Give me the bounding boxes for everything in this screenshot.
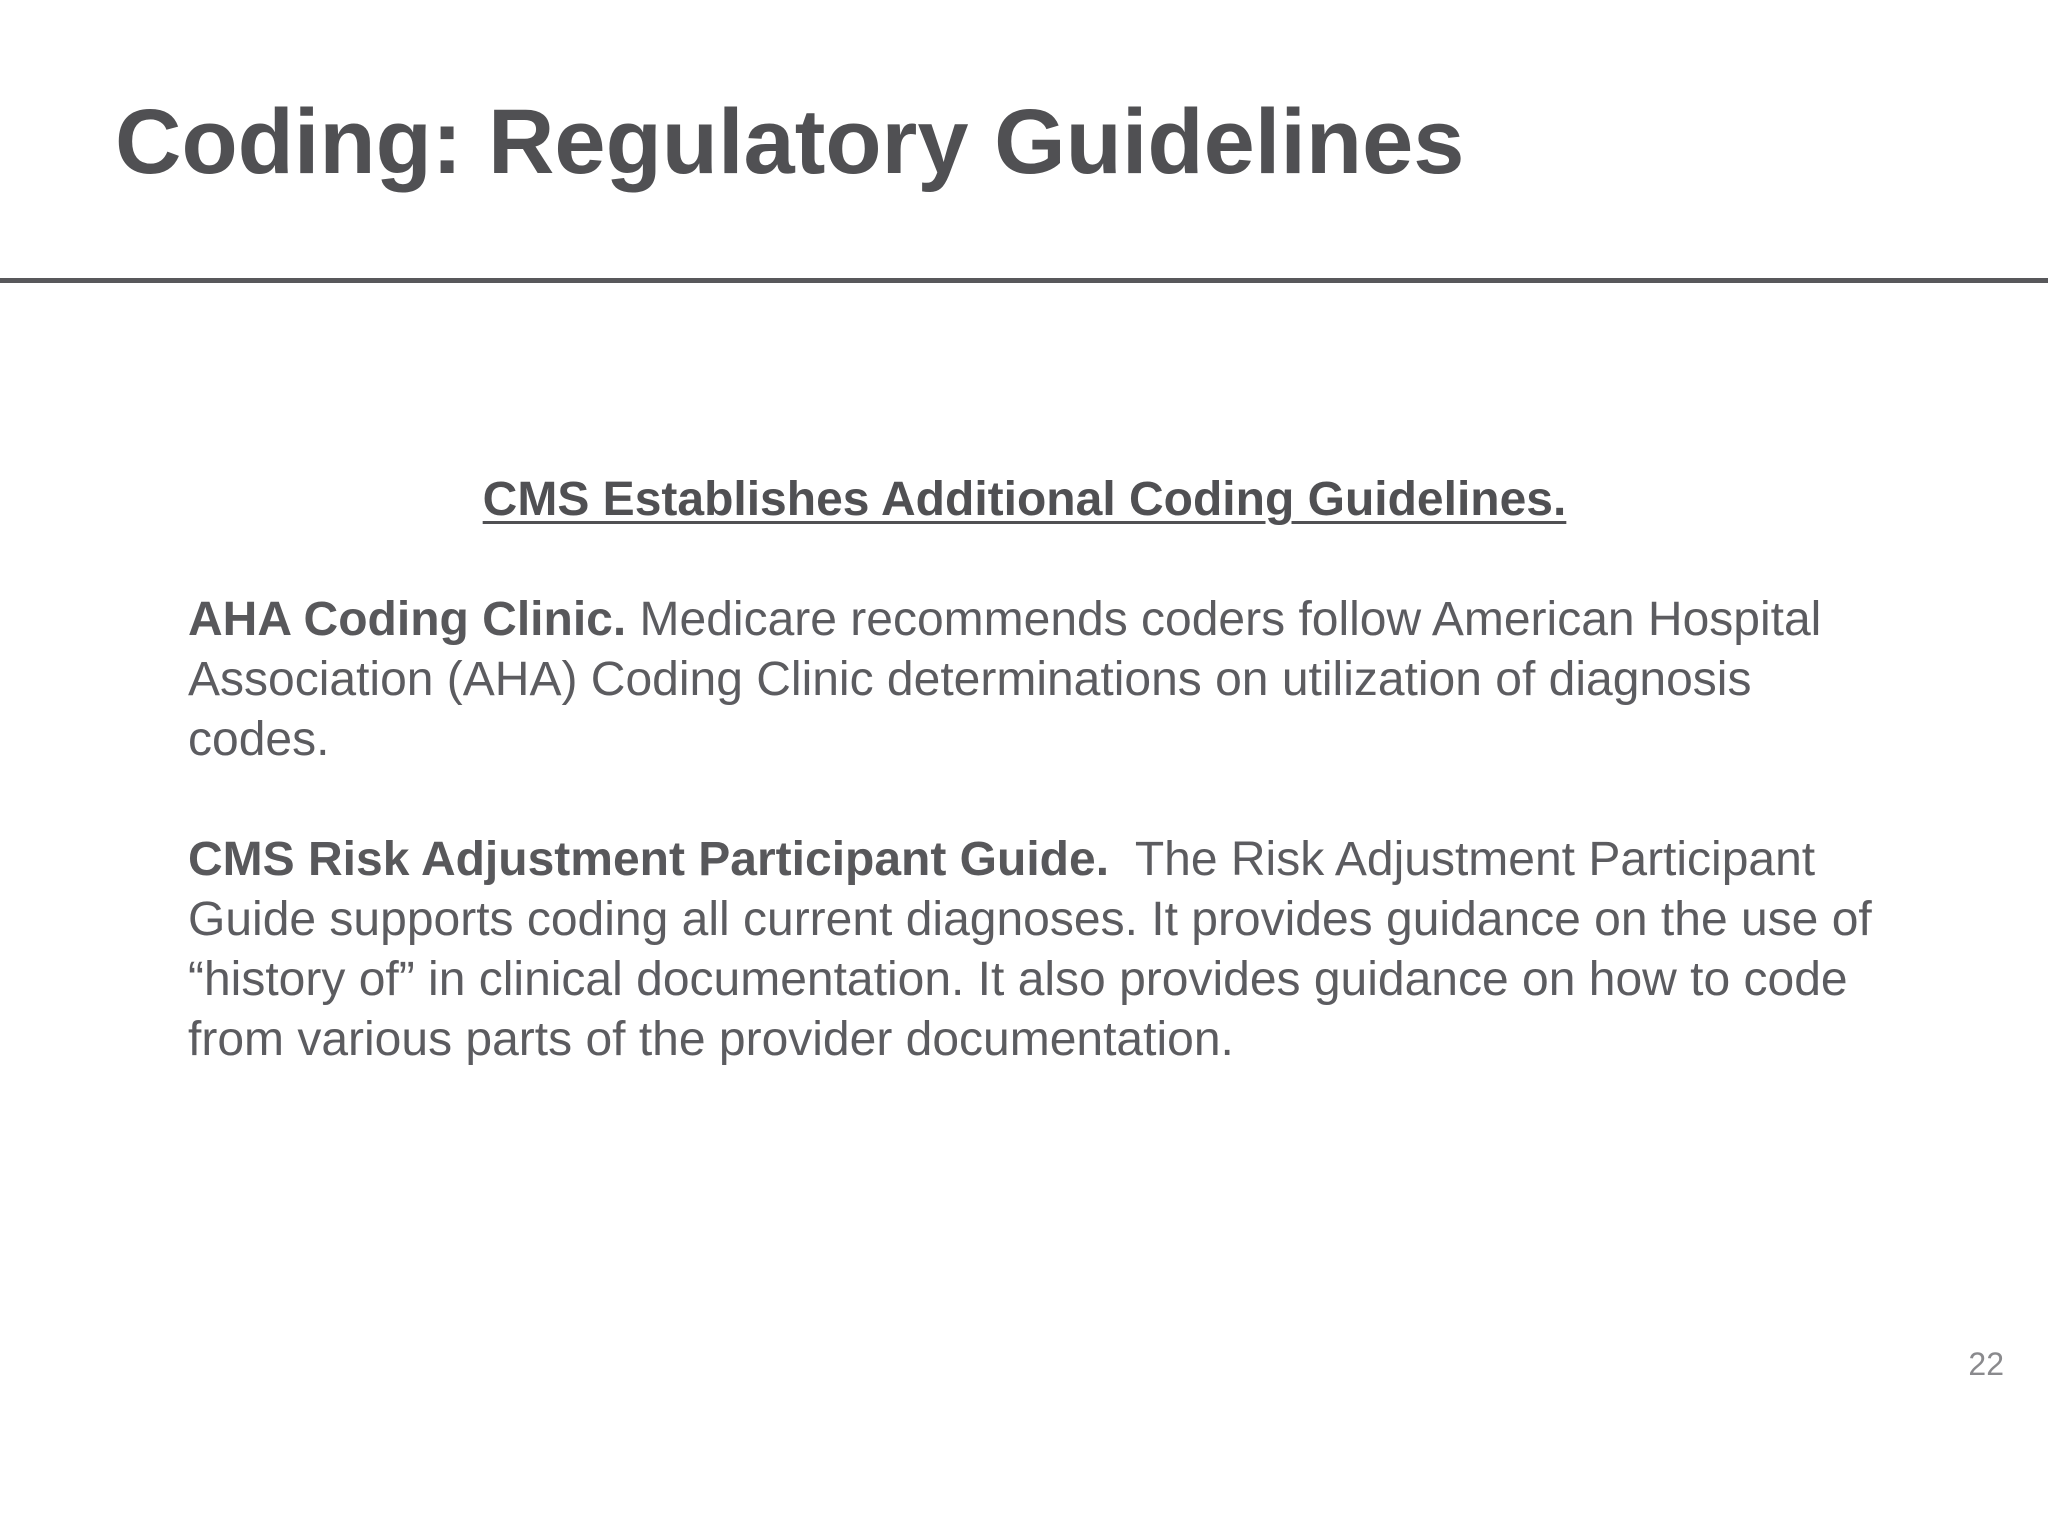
- paragraph-lead-risk-adjustment-guide: CMS Risk Adjustment Participant Guide.: [188, 833, 1110, 886]
- section-subheading: CMS Establishes Additional Coding Guidelines.: [482, 473, 1567, 526]
- page-number: 22: [1968, 1346, 2004, 1382]
- slide-content: [188, 470, 1888, 1070]
- paragraph-body-aha-coding-clinic: Medicare recommends coders follow American Hospital Association (AHA) Coding Clinic determinations on utilization of diagnosis codes.: [188, 593, 1822, 766]
- paragraph-aha-coding-clinic: [188, 590, 1888, 770]
- paragraph-body-risk-adjustment-guide: The Risk Adjustment Participant Guide supports coding all current diagnoses. It provides guidance on the use of “history of” in clinical documentation. It also provides guidance on how to code from various parts of the provider documentation.: [188, 833, 1886, 1066]
- slide-title: Coding: Regulatory Guidelines: [115, 91, 1465, 193]
- title-divider: [0, 278, 2048, 283]
- paragraph-risk-adjustment-guide: [188, 830, 1888, 1070]
- paragraph-lead-aha-coding-clinic: AHA Coding Clinic.: [188, 593, 627, 646]
